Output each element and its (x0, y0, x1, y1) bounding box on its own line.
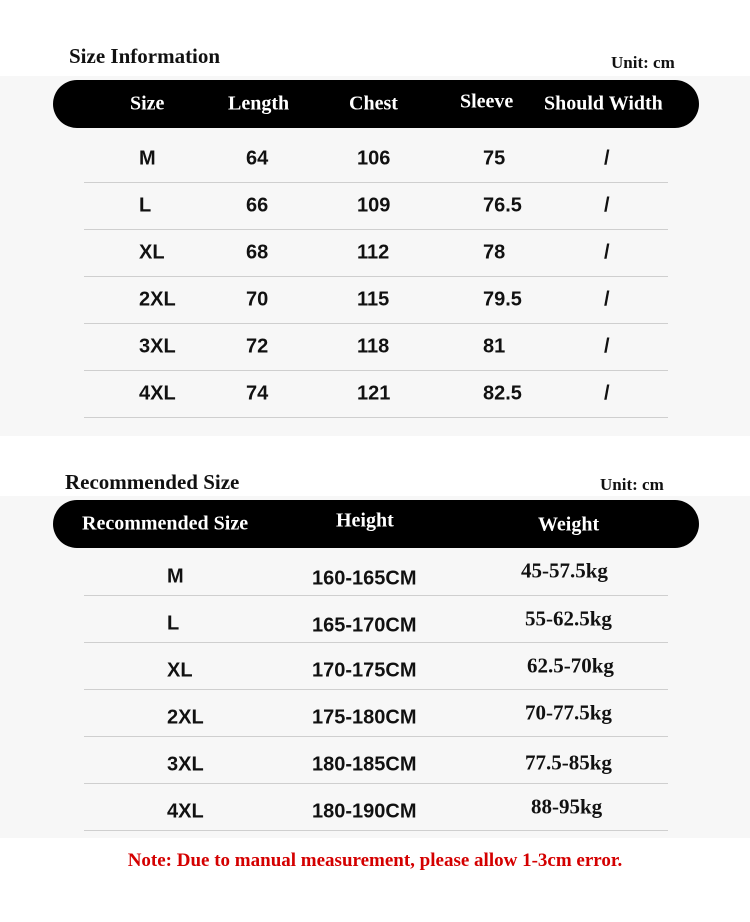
cell-weight: 77.5-85kg (525, 750, 612, 775)
cell-sleeve: 76.5 (483, 194, 522, 216)
recommended-header (53, 500, 699, 548)
header-size: Size (130, 92, 165, 115)
table-row (84, 229, 668, 277)
table-row (84, 642, 668, 690)
cell-size: M (139, 147, 156, 169)
table-row (84, 783, 668, 831)
table-row (84, 323, 668, 371)
table-row (84, 689, 668, 737)
cell-size: 3XL (167, 753, 204, 776)
size-info-title: Size Information (69, 44, 221, 68)
cell-should-width: / (604, 147, 610, 169)
table-row (84, 736, 668, 784)
cell-chest: 106 (357, 147, 391, 169)
cell-size: L (167, 612, 180, 635)
cell-size: 2XL (139, 288, 176, 310)
table-row (84, 135, 668, 183)
cell-size: XL (167, 659, 193, 682)
cell-sleeve: 75 (483, 147, 506, 169)
cell-weight: 88-95kg (531, 794, 603, 819)
cell-sleeve: 79.5 (483, 288, 522, 310)
cell-height: 180-190CM (312, 800, 417, 823)
cell-length: 70 (246, 288, 269, 310)
header-height: Height (336, 509, 394, 532)
cell-weight: 70-77.5kg (525, 700, 612, 724)
cell-chest: 115 (357, 288, 390, 310)
table-row (84, 595, 668, 643)
size-info-header (53, 80, 699, 128)
cell-sleeve: 81 (483, 335, 506, 357)
table-row (84, 182, 668, 230)
header-sleeve: Sleeve (460, 90, 514, 113)
cell-length: 64 (246, 147, 269, 169)
cell-size: 2XL (167, 706, 204, 729)
recommended-title: Recommended Size (65, 470, 240, 494)
header-should-width: Should Width (544, 92, 663, 115)
header-weight: Weight (538, 513, 600, 536)
recommended-unit: Unit: cm (600, 475, 664, 494)
cell-weight: 55-62.5kg (525, 606, 612, 631)
cell-chest: 109 (357, 194, 391, 216)
table-row (84, 548, 668, 596)
cell-size: 3XL (139, 335, 176, 357)
cell-height: 170-175CM (312, 659, 417, 682)
table-row (84, 370, 668, 418)
cell-chest: 112 (357, 241, 390, 263)
cell-size: L (139, 194, 152, 216)
cell-length: 66 (246, 194, 269, 216)
cell-length: 68 (246, 241, 269, 263)
measurement-note: Note: Due to manual measurement, please allow 1-3cm error. (127, 850, 623, 871)
size-info-unit: Unit: cm (611, 53, 675, 72)
cell-length: 72 (246, 335, 269, 357)
cell-size: M (167, 565, 184, 588)
cell-size: XL (139, 241, 165, 263)
cell-height: 175-180CM (312, 706, 417, 729)
cell-height: 165-170CM (312, 614, 417, 637)
cell-chest: 118 (357, 335, 390, 357)
cell-should-width: / (604, 194, 610, 216)
cell-height: 180-185CM (312, 753, 417, 776)
cell-should-width: / (604, 382, 610, 404)
cell-height: 160-165CM (312, 567, 417, 590)
header-length: Length (228, 92, 290, 115)
table-row (84, 276, 668, 324)
header-chest: Chest (349, 92, 398, 115)
cell-should-width: / (604, 288, 610, 310)
header-recommended-size: Recommended Size (82, 512, 249, 535)
cell-sleeve: 78 (483, 241, 506, 263)
cell-should-width: / (604, 241, 610, 263)
cell-length: 74 (246, 382, 269, 404)
cell-size: 4XL (167, 800, 204, 823)
cell-weight: 45-57.5kg (521, 558, 608, 583)
cell-size: 4XL (139, 382, 176, 404)
cell-sleeve: 82.5 (483, 382, 522, 404)
cell-chest: 121 (357, 382, 391, 404)
cell-should-width: / (604, 335, 610, 357)
cell-weight: 62.5-70kg (527, 653, 614, 678)
